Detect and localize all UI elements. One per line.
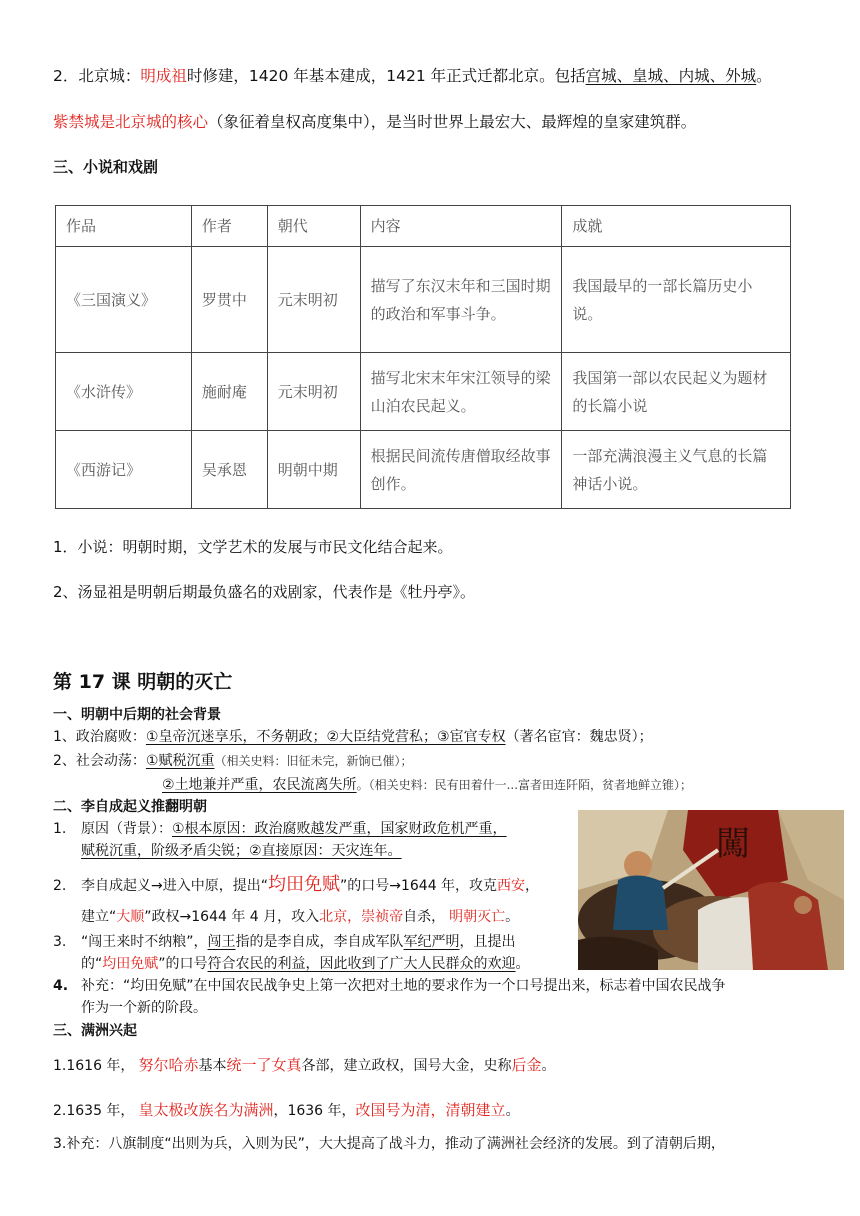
chuangwang-line-2: 的“均田免赋”的口号符合农民的利益，因此收到了广大人民群众的欢迎。: [81, 956, 530, 972]
painting-icon: [578, 810, 844, 970]
political-line: 1、政治腐败：①皇帝沉迷享乐，不务朝政；②大臣结党营私；③宦官专权（著名宦官：魏忠贤）；: [53, 729, 653, 745]
table-cell: 元末明初: [267, 247, 360, 353]
svg-text:闖: 闖: [716, 824, 750, 864]
table-cell: 《西游记》: [56, 431, 192, 509]
uprising-line-2: 建立“大顺”政权→1644 年 4 月，攻入北京，崇祯帝自杀， 明朝灭亡。: [81, 909, 520, 925]
table-header: 内容: [360, 206, 562, 247]
table-cell: 一部充满浪漫主义气息的长篇神话小说。: [562, 431, 791, 509]
supplement-line-2: 作为一个新的阶段。: [81, 1000, 207, 1016]
table-cell: 元末明初: [267, 353, 360, 431]
table-cell: 《三国演义》: [56, 247, 192, 353]
manchu-line-2: 2.1635 年， 皇太极改族名为满洲，1636 年，改国号为清，清朝建立。: [53, 1101, 520, 1119]
drama-note: 2、汤显祖是明朝后期最负盛名的戏剧家，代表作是《牡丹亭》。: [53, 583, 476, 601]
supplement-line-1: 4. 补充：“均田免赋”在中国农民战争史上第一次把对土地的要求作为一个口号提出来，标志着中国农民战争: [53, 978, 726, 994]
table-cell: 根据民间流传唐僧取经故事创作。: [360, 431, 562, 509]
section-3-title: 三、满洲兴起: [53, 1023, 137, 1039]
table-cell: 明朝中期: [267, 431, 360, 509]
table-cell: 《水浒传》: [56, 353, 192, 431]
li-zicheng-painting: [578, 810, 844, 970]
table-cell: 吴承恩: [191, 431, 267, 509]
chuangwang-line-1: 3. “闯王来时不纳粮”，闯王指的是李自成，李自成军队军纪严明，且提出: [53, 934, 516, 950]
section-novels-title: 三、小说和戏剧: [53, 158, 159, 176]
uprising-line-1: 2. 李自成起义→进入中原，提出“均田免赋”的口号→1644 年，攻克西安，: [53, 874, 540, 895]
table-cell: 我国第一部以农民起义为题材的长篇小说: [562, 353, 791, 431]
table-cell: 施耐庵: [191, 353, 267, 431]
section-2-title: 二、李自成起义推翻明朝: [53, 799, 207, 815]
reason-line-1: 1. 原因（背景）：①根本原因：政治腐败越发严重，国家财政危机严重，: [53, 821, 507, 837]
social-line-2: ②土地兼并严重，农民流离失所。（相关史料：民有田着什一...富者田连阡陌，贫者地鲜立锥）；: [162, 777, 693, 793]
table-header-row: [56, 206, 791, 247]
table-row: [56, 247, 791, 353]
table-header: 作者: [191, 206, 267, 247]
lesson-title: 第 17 课 明朝的灭亡: [53, 671, 233, 693]
section-1-title: 一、明朝中后期的社会背景: [53, 707, 221, 723]
table-header: 成就: [562, 206, 791, 247]
table-header: 朝代: [267, 206, 360, 247]
table-row: [56, 353, 791, 431]
table-cell: 罗贯中: [191, 247, 267, 353]
works-table: [55, 205, 791, 509]
forbidden-city-line: 紫禁城是北京城的核心（象征着皇权高度集中），是当时世界上最宏大、最辉煌的皇家建筑群。: [53, 113, 697, 131]
table-cell: 描写了东汉末年和三国时期的政治和军事斗争。: [360, 247, 562, 353]
table-header: 作品: [56, 206, 192, 247]
table-cell: 描写北宋末年宋江领导的梁山泊农民起义。: [360, 353, 562, 431]
manchu-line-1: 1.1616 年， 努尔哈赤基本统一了女真各部，建立政权，国号大金，史称后金。: [53, 1056, 556, 1074]
beijing-line: 2．北京城：明成祖时修建，1420 年基本建成，1421 年正式迁都北京。包括宫城、皇城、内城、外城。: [53, 67, 772, 85]
reason-line-2: 赋税沉重，阶级矛盾尖锐；②直接原因：天灾连年。: [81, 843, 402, 859]
novel-note: 1．小说：明朝时期，文学艺术的发展与市民文化结合起来。: [53, 538, 453, 556]
table-cell: 我国最早的一部长篇历史小说。: [562, 247, 791, 353]
table-row: [56, 431, 791, 509]
social-line-1: 2、社会动荡：①赋税沉重（相关史料：旧征未完，新饷已催）；: [53, 753, 413, 769]
manchu-line-3: 3.补充：八旗制度“出则为兵，入则为民”，大大提高了战斗力，推动了满洲社会经济的发展。到了清朝后期，: [53, 1136, 725, 1152]
